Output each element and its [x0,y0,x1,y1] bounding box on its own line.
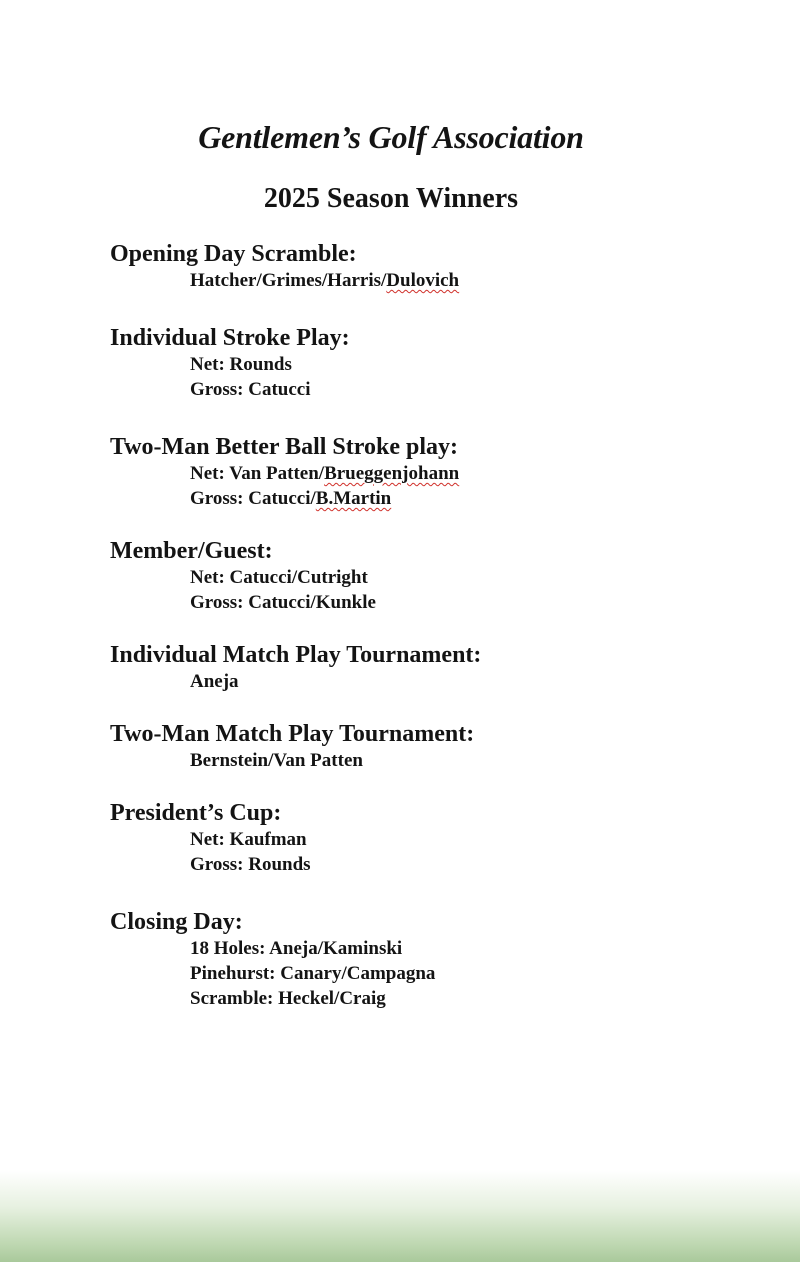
winner-line: Pinehurst: Canary/Campagna [190,963,436,984]
section-two-man-match-play [110,720,750,773]
spellcheck-flagged-word: Dulovich [386,270,460,291]
section-heading: Individual Stroke Play: [110,325,350,351]
spellcheck-flagged-word: Brueggenjohann [324,463,460,484]
winner-line: Gross: Catucci/Kunkle [190,592,376,613]
winner-line: Aneja [190,671,239,692]
winner-line: Gross: Catucci [190,379,311,400]
section-heading: President’s Cup: [110,800,282,826]
winner-line: Net: Rounds [190,354,292,375]
section-heading: Opening Day Scramble: [110,241,357,267]
document-title: Gentlemen’s Golf Association [198,119,584,155]
section-member-guest [110,537,750,615]
document-subtitle: 2025 Season Winners [263,183,519,214]
winner-line: Hatcher/Grimes/Harris/Dulovich [190,270,460,291]
section-individual-match-play [110,641,750,694]
winner-line: Gross: Catucci/B.Martin [190,488,392,509]
section-heading: Two-Man Match Play Tournament: [110,721,475,747]
section-closing-day [110,908,750,1011]
section-heading: Individual Match Play Tournament: [110,642,482,668]
winner-line: Net: Catucci/Cutright [190,567,368,588]
winner-line: Scramble: Heckel/Craig [190,988,386,1009]
winner-line: Net: Kaufman [190,829,307,850]
winner-line: Bernstein/Van Patten [190,750,363,771]
spellcheck-flagged-word: B.Martin [315,488,392,509]
section-two-man-better-ball [110,433,750,511]
winner-line: 18 Holes: Aneja/Kaminski [190,938,403,959]
footer-green-gradient [0,1170,800,1262]
section-heading: Member/Guest: [110,538,273,564]
winner-line: Gross: Rounds [190,854,311,875]
section-individual-stroke-play [110,324,750,402]
section-heading: Closing Day: [110,909,243,935]
winner-line: Net: Van Patten/Brueggenjohann [190,463,460,484]
section-heading: Two-Man Better Ball Stroke play: [110,434,458,460]
section-opening-day-scramble [110,240,750,293]
section-presidents-cup [110,799,750,877]
